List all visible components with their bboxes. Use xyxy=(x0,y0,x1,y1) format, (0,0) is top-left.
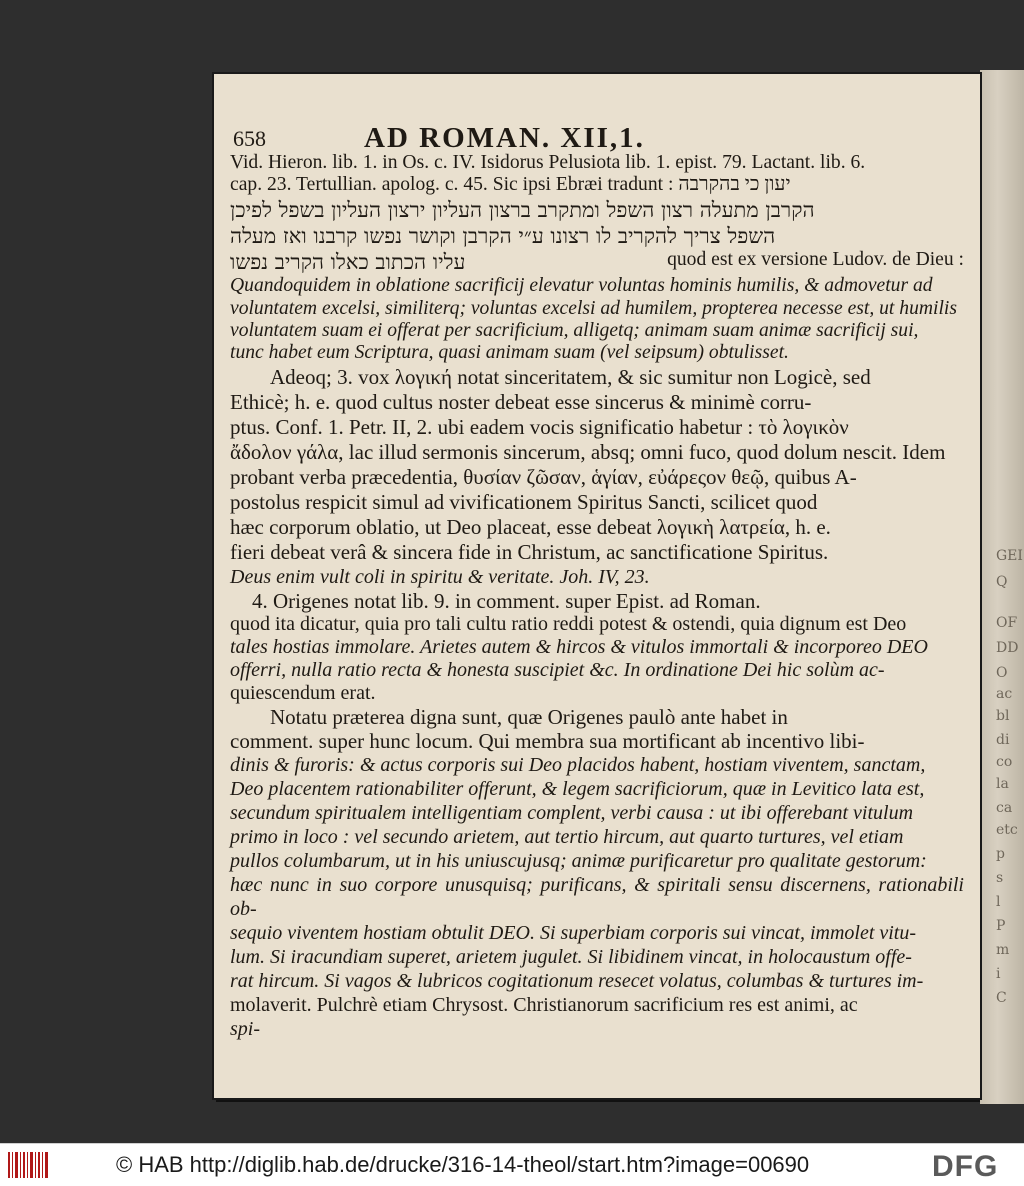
text-line: Deo placentem rationabiliter offerunt, & legem sacrificiorum, quæ in Levitico lata est, xyxy=(230,777,925,800)
text-line: primo in loco : vel secundo arietem, aut tertio hircum, aut quarto turtures, vel etiam xyxy=(230,825,904,848)
hebrew-inline: יעון כי בהקרבה xyxy=(678,174,791,196)
edge-fragment: ca xyxy=(996,800,1013,816)
text-line: Adeoq; 3. vox λογική notat sinceritatem, & sic sumitur non Logicè, sed xyxy=(270,364,871,389)
text-line: sequio viventem hostiam obtulit DEO. Si superbiam corporis sui vincat, immolet vitu- xyxy=(230,921,917,944)
text-line: hæc nunc in suo corpore unusquisq; purificans, & spiritali sensu discernens, rationabili ob- xyxy=(230,873,964,920)
text-line: quod est ex versione Ludov. de Dieu : עליו הכתוב כאלו הקריב נפשו xyxy=(230,248,964,274)
dfg-logo: DFG xyxy=(932,1150,999,1183)
text-line: probant verba præcedentia, θυσίαν ζῶσαν, ἁγίαν, εὐάρεςον θεῷ, quibus A- xyxy=(230,464,857,489)
edge-fragment: OF xyxy=(996,615,1018,631)
edge-fragment: C xyxy=(996,990,1007,1006)
text-line: molaverit. Pulchrè etiam Chrysost. Christianorum sacrificium res est animi, ac xyxy=(230,993,858,1016)
text-line: pullos columbarum, ut in his uniuscujusq; animæ purificaretur pro qualitate gestorum: xyxy=(230,849,927,872)
edge-fragment: di xyxy=(996,732,1010,748)
text-line: ptus. Conf. 1. Petr. II, 2. ubi eadem vocis significatio habetur : τὸ λογικὸν xyxy=(230,414,849,439)
text-line: offerri, nulla ratio recta & honesta suscipiet &c. In ordinatione Dei hic solùm ac- xyxy=(230,658,885,681)
edge-fragment: co xyxy=(996,754,1013,770)
edge-fragment: DD xyxy=(996,640,1019,656)
edge-fragment: GEI xyxy=(996,548,1023,564)
catchword: spi- xyxy=(230,1017,260,1040)
copyright-url[interactable]: © HAB http://diglib.hab.de/drucke/316-14-theol/start.htm?image=00690 xyxy=(116,1152,810,1177)
text-line: Notatu præterea digna sunt, quæ Origenes paulò ante habet in xyxy=(270,704,788,729)
text-line: voluntatem suam ei offerat per sacrificium, alligetq; animam suam animæ sacrificij sui, xyxy=(230,320,919,342)
text-line: postolus respicit simul ad vivificationem Spiritus Sancti, scilicet quod xyxy=(230,489,818,514)
edge-fragment: ac xyxy=(996,686,1013,702)
edge-fragment: Q xyxy=(996,574,1008,590)
footer-bar xyxy=(0,1143,1024,1186)
text-line: fieri debeat verâ & sincera fide in Christum, ac sanctificatione Spiritus. xyxy=(230,539,829,564)
edge-fragment: p xyxy=(996,846,1005,862)
text-line: comment. super hunc locum. Qui membra sua mortificant ab incentivo libi- xyxy=(230,728,865,753)
text-line: Quandoquidem in oblatione sacrificij elevatur voluntas hominis humilis, & admovetur ad xyxy=(230,275,933,297)
text-line: cap. 23. Tertullian. apolog. c. 45. Sic ipsi Ebræi tradunt : יעון כי בהקרבה xyxy=(230,174,791,196)
scanned-page xyxy=(214,74,980,1098)
text-line: quiescendum erat. xyxy=(230,681,376,704)
edge-fragment: O xyxy=(996,665,1008,681)
text-line: secundum spiritualem intelligentiam complent, verbi causa : ut ibi offerebant vitulum xyxy=(230,801,914,824)
edge-fragment: bl xyxy=(996,708,1010,724)
hebrew-line: הקרבן מתעלה רצון השפל ומתקרב ברצון העליון ירצון העליון בשפל לפיכן xyxy=(230,197,815,222)
edge-fragment: P xyxy=(996,918,1006,934)
text-line: quod ita dicatur, quia pro tali cultu ratio reddi potest & ostendi, quia dignum est Deo xyxy=(230,612,907,635)
barcode-icon xyxy=(8,1152,48,1178)
edge-fragment: l xyxy=(996,894,1001,910)
text-line: lum. Si iracundiam superet, arietem jugulet. Si libidinem vincat, in holocaustum offe- xyxy=(230,945,912,968)
text-line: tales hostias immolare. Arietes autem & hircos & vitulos immortali & incorporeo DEO xyxy=(230,635,928,658)
hebrew-line: השפל צריך להקריב לו רצונו ע״י הקרבן וקושר נפשו קרבנו ואז מעלה xyxy=(230,223,776,248)
running-header: AD ROMAN. XII,1. xyxy=(364,122,645,154)
text-line: 4. Origenes notat lib. 9. in comment. super Epist. ad Roman. xyxy=(252,588,761,613)
text-line: voluntatem excelsi, similiterq; voluntas excelsi ad humilem, propterea necesse est, ut humilis xyxy=(230,297,957,319)
text-line: tunc habet eum Scriptura, quasi animam suam (vel seipsum) obtulisset. xyxy=(230,342,789,364)
edge-fragment: i xyxy=(996,966,1001,982)
text-line: dinis & furoris: & actus corporis sui Deo placidos habent, hostiam viventem, sanctam, xyxy=(230,753,926,776)
page-number: 658 xyxy=(233,126,266,151)
text-line: Deus enim vult coli in spiritu & veritate. Joh. IV, 23. xyxy=(230,565,650,588)
page-body xyxy=(230,152,964,1041)
edge-fragment: la xyxy=(996,776,1009,792)
edge-fragment: m xyxy=(996,942,1010,958)
edge-fragment: s xyxy=(996,870,1004,886)
edge-fragment: etc xyxy=(996,822,1018,838)
text-line: Ethicè; h. e. quod cultus noster debeat esse sincerus & minimè corru- xyxy=(230,389,812,414)
text-line: Vid. Hieron. lib. 1. in Os. c. IV. Isidorus Pelusiota lib. 1. epist. 79. Lactant. lib. 6. xyxy=(230,152,866,173)
text-line: rat hircum. Si vagos & lubricos cogitationum resecet volatus, columbas & turtures im- xyxy=(230,969,924,992)
text-line: ἄδολον γάλα, lac illud sermonis sincerum, absq; omni fuco, quod dolum nescit. Idem xyxy=(230,439,946,464)
text-line: hæc corporum oblatio, ut Deo placeat, esse debeat λογικὴ λατρεία, h. e. xyxy=(230,514,831,539)
